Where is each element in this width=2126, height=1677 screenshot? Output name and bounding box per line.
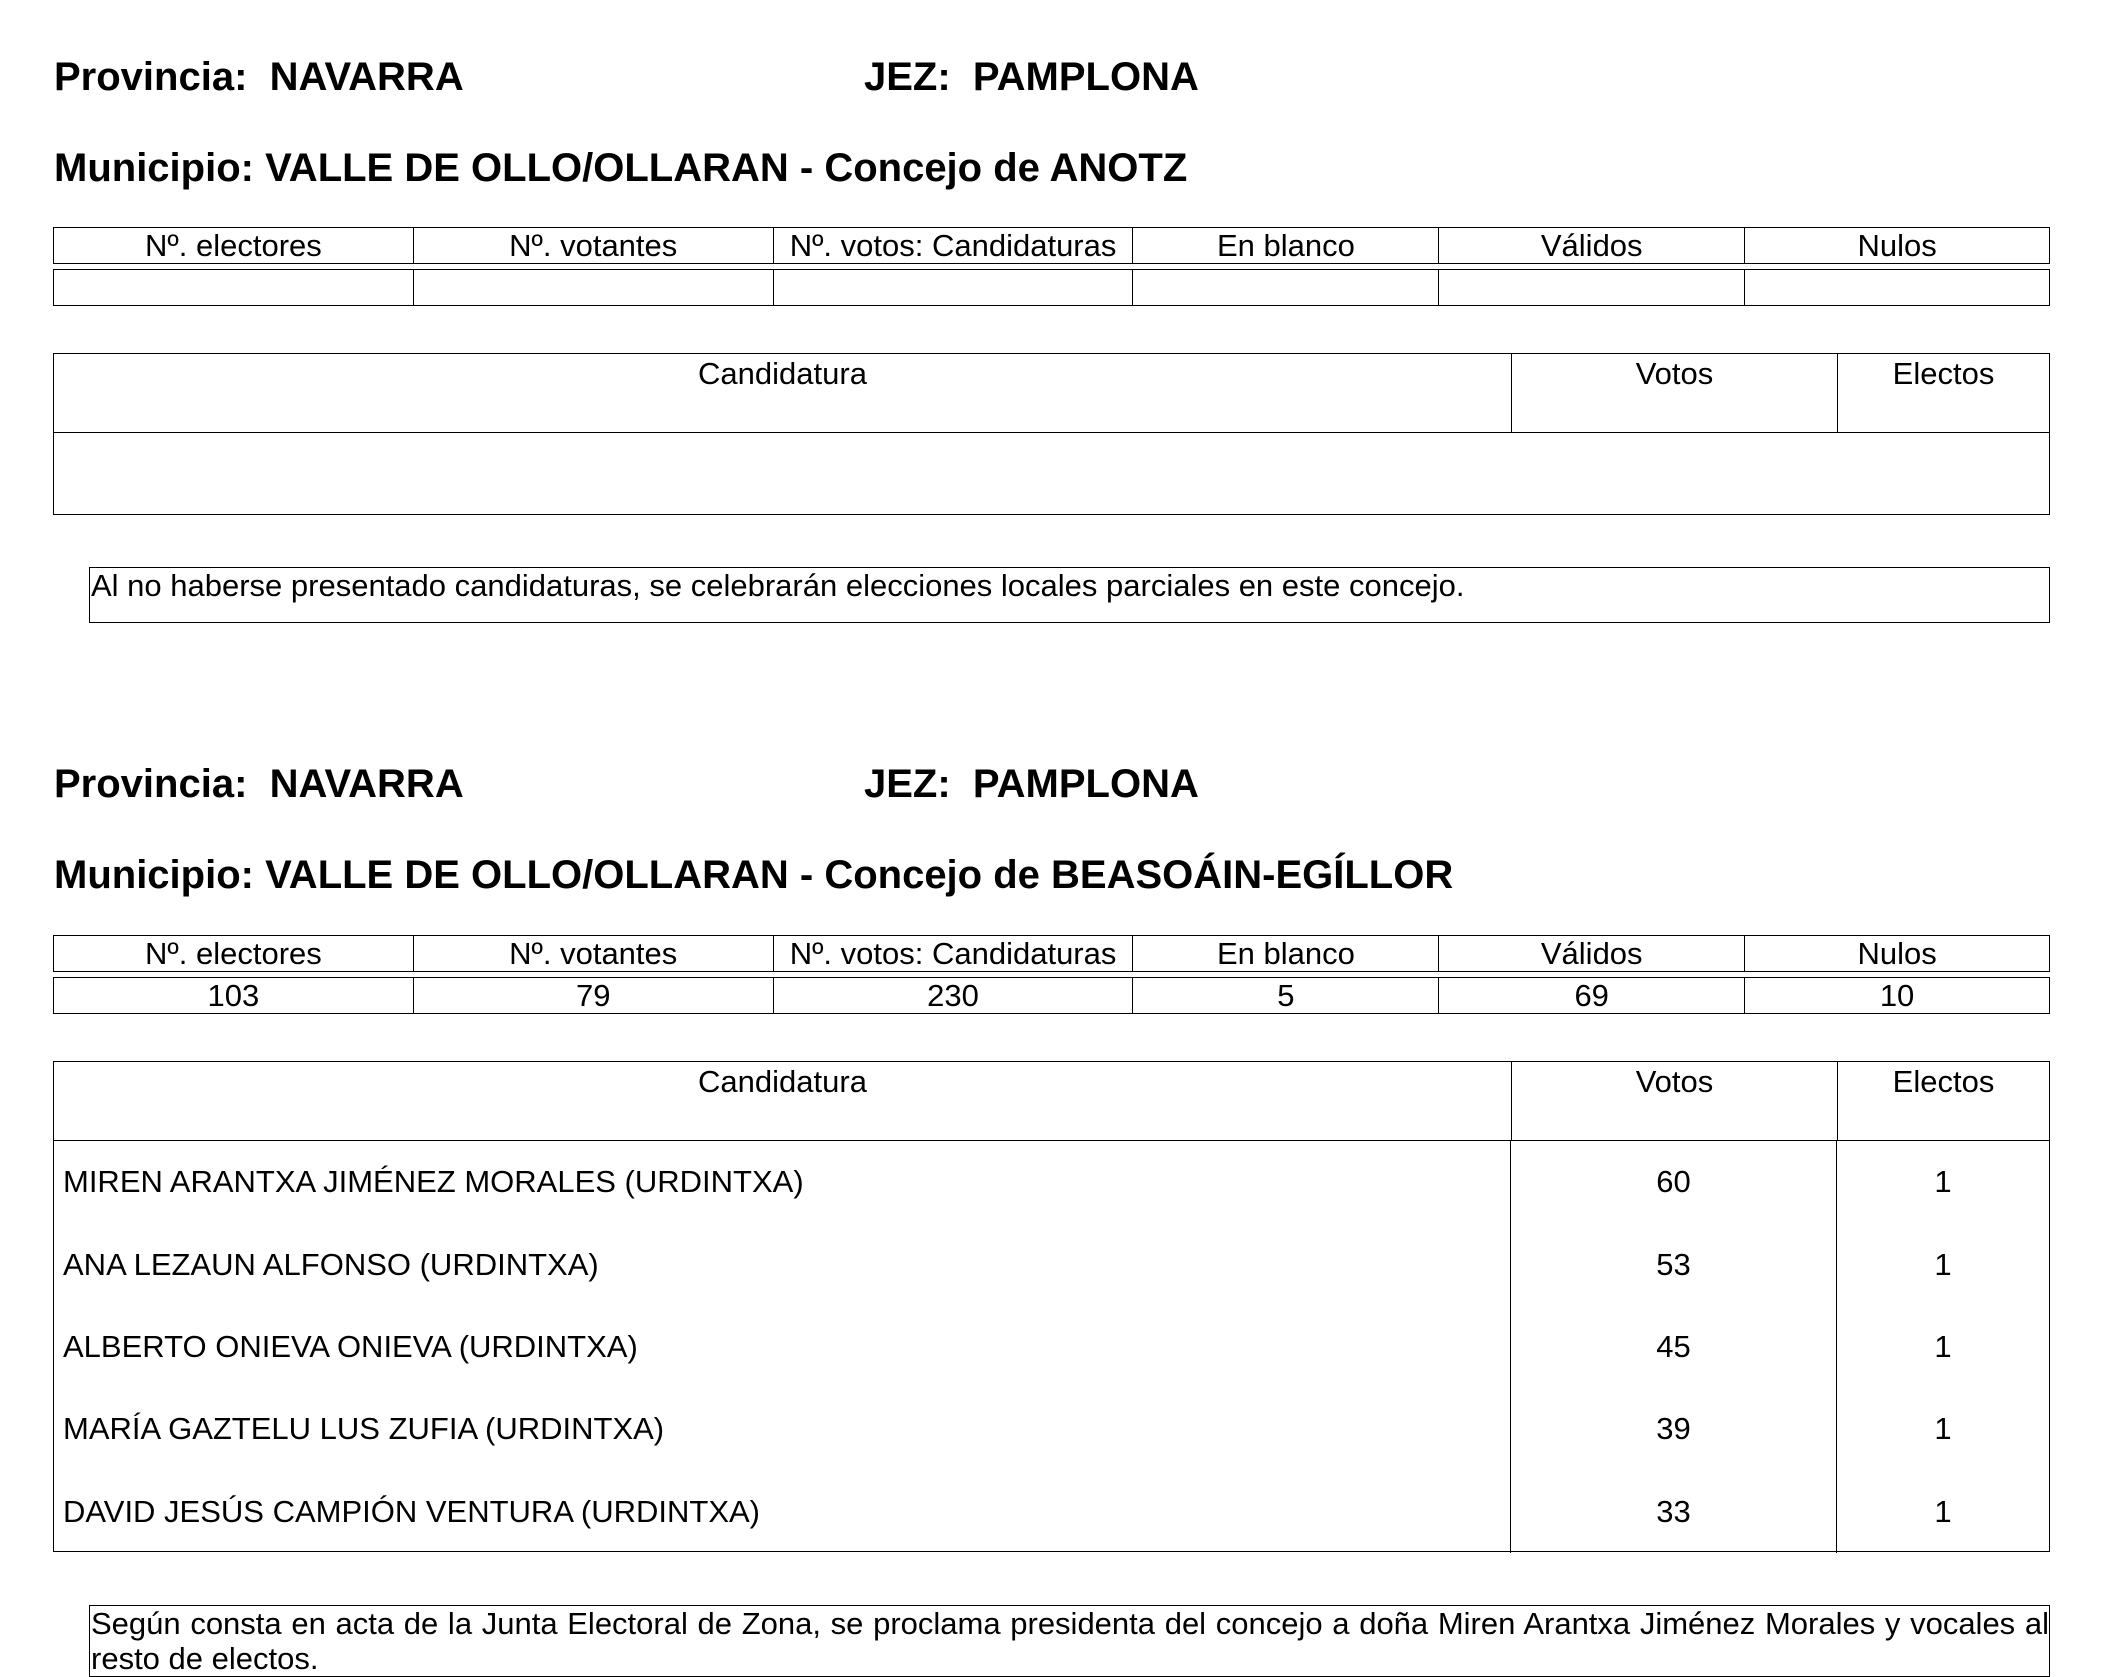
summary-table (53, 227, 2050, 264)
municipio-heading (54, 146, 1187, 190)
candidate-row (54, 1388, 2049, 1470)
summary-value-cell (54, 270, 414, 306)
summary-header-row (54, 228, 2050, 264)
summary-value-cell (1133, 270, 1439, 306)
candidatura-header: Candidatura (54, 354, 1512, 432)
summary-header-cell: Nº. electores (54, 936, 414, 972)
candidate-name: MARÍA GAZTELU LUS ZUFIA (URDINTXA) (54, 1388, 1511, 1470)
municipio-label: Municipio: (54, 146, 254, 190)
candidate-row (54, 1223, 2049, 1305)
municipio-value: VALLE DE OLLO/OLLARAN - Concejo de BEASOÁIN-EGÍLLOR (265, 853, 1454, 897)
candidatura-header-row (54, 1062, 2049, 1141)
summary-value-cell: 103 (54, 978, 414, 1014)
jez-heading (864, 762, 1199, 806)
jez-heading (864, 55, 1199, 99)
summary-header-cell: Nº. votantes (413, 228, 773, 264)
candidate-votos: 33 (1511, 1471, 1837, 1553)
candidatura-table (53, 1061, 2050, 1552)
summary-header-cell: Nº. votantes (413, 936, 773, 972)
jez-label: JEZ: (864, 55, 951, 99)
electos-header: Electos (1892, 356, 1995, 391)
summary-value-row (54, 270, 2050, 306)
summary-values-table (53, 269, 2050, 306)
summary-value-row (54, 978, 2050, 1014)
votos-header: Votos (1512, 354, 1838, 432)
jez-value: PAMPLONA (972, 55, 1199, 99)
candidate-votos: 39 (1511, 1388, 1837, 1470)
candidate-electos: 1 (1934, 1411, 1952, 1447)
summary-value-cell (773, 270, 1133, 306)
summary-header-cell: Nulos (1745, 228, 2050, 264)
summary-value-cell: 10 (1745, 978, 2050, 1014)
candidate-name: MIREN ARANTXA JIMÉNEZ MORALES (URDINTXA) (54, 1141, 1511, 1223)
candidate-votos: 45 (1511, 1306, 1837, 1388)
jez-value: PAMPLONA (972, 762, 1199, 806)
candidatura-header-row (54, 354, 2049, 433)
provincia-label: Provincia: (54, 762, 248, 806)
votos-header: Votos (1512, 1062, 1838, 1140)
provincia-value: NAVARRA (269, 55, 464, 99)
candidate-name: ANA LEZAUN ALFONSO (URDINTXA) (54, 1223, 1511, 1305)
note-box: Según consta en acta de la Junta Electoral de Zona, se proclama presidenta del concejo a doña Miren Arantxa Jiménez Morales y vocales al resto de electos. (91, 1606, 2049, 1676)
provincia-heading (54, 55, 464, 99)
summary-header-cell: Válidos (1439, 228, 1745, 264)
candidatura-body (54, 1141, 2049, 1552)
municipio-value: VALLE DE OLLO/OLLARAN - Concejo de ANOTZ (265, 146, 1188, 190)
candidate-votos: 53 (1511, 1223, 1837, 1305)
summary-value-cell: 230 (773, 978, 1133, 1014)
summary-header-cell: Nº. votos: Candidaturas (773, 228, 1133, 264)
candidate-electos: 1 (1934, 1164, 1952, 1200)
summary-value-cell (1745, 270, 2050, 306)
provincia-value: NAVARRA (269, 762, 464, 806)
candidate-row (54, 1471, 2049, 1553)
candidate-row (54, 1306, 2049, 1388)
jez-label: JEZ: (864, 762, 951, 806)
summary-header-cell: Nº. votos: Candidaturas (773, 936, 1133, 972)
candidate-electos: 1 (1934, 1246, 1952, 1282)
candidatura-header: Candidatura (54, 1062, 1512, 1140)
provincia-label: Provincia: (54, 55, 248, 99)
summary-value-cell (1439, 270, 1745, 306)
candidate-name: DAVID JESÚS CAMPIÓN VENTURA (URDINTXA) (54, 1471, 1511, 1553)
candidate-name: ALBERTO ONIEVA ONIEVA (URDINTXA) (54, 1306, 1511, 1388)
summary-header-cell: En blanco (1133, 936, 1439, 972)
summary-header-cell: Válidos (1439, 936, 1745, 972)
municipio-heading (54, 853, 1453, 897)
candidate-votos: 60 (1511, 1141, 1837, 1223)
summary-header-cell: En blanco (1133, 228, 1439, 264)
candidate-electos: 1 (1934, 1328, 1952, 1364)
summary-header-row (54, 936, 2050, 972)
summary-value-cell: 5 (1133, 978, 1439, 1014)
summary-value-cell (413, 270, 773, 306)
municipio-label: Municipio: (54, 853, 254, 897)
summary-value-cell: 69 (1439, 978, 1745, 1014)
candidatura-table (53, 353, 2050, 515)
note-box: Al no haberse presentado candidaturas, se celebrarán elecciones locales parciales en este concejo. (89, 567, 2050, 623)
candidate-electos: 1 (1934, 1493, 1952, 1529)
candidate-row (54, 1141, 2049, 1223)
summary-header-cell: Nº. electores (54, 228, 414, 264)
summary-values-table (53, 977, 2050, 1014)
summary-header-cell: Nulos (1745, 936, 2050, 972)
summary-table (53, 935, 2050, 972)
electos-header: Electos (1892, 1064, 1995, 1099)
summary-value-cell: 79 (413, 978, 773, 1014)
provincia-heading (54, 762, 464, 806)
